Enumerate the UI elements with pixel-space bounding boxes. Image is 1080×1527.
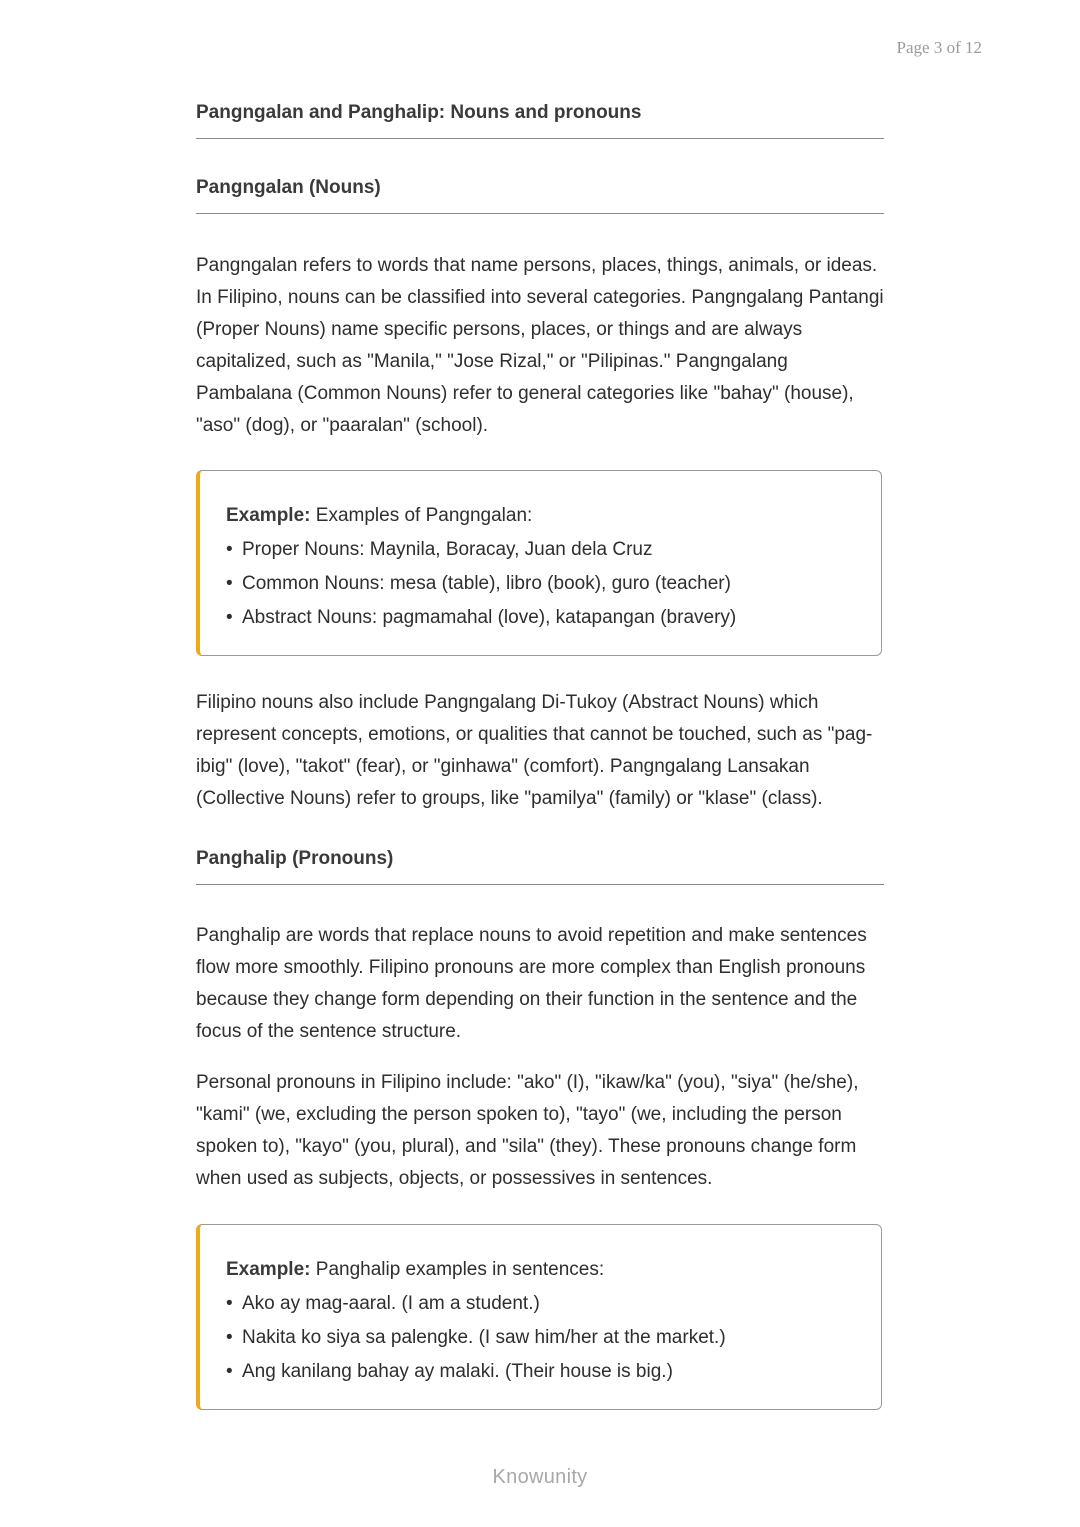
pronouns-paragraph-2: Personal pronouns in Filipino include: "ako" (I), "ikaw/ka" (you), "siya" (he/she), "kami" (we, excluding the person spoken to), "tayo" (we, including the person spoken to), "kayo" (you, plural), and "sila" (they). These pronouns change form when used as subjects, objects, or possessives in sentences. bbox=[196, 1072, 859, 1189]
list-item: • Nakita ko siya sa palengke. (I saw him/her at the market.) bbox=[226, 1321, 855, 1355]
bullet-icon: • bbox=[226, 1293, 233, 1314]
pronouns-paragraph-1: Panghalip are words that replace nouns to avoid repetition and make sentences flow more smoothly. Filipino pronouns are more complex than English pronouns because they change form depending on their function in the sentence and the focus of the sentence structure. bbox=[196, 925, 867, 1042]
list-item: • Ako ay mag-aaral. (I am a student.) bbox=[226, 1287, 855, 1321]
nouns-paragraph-1: Pangngalan refers to words that name persons, places, things, animals, or ideas. In Filipino, nouns can be classified into several categories. Pangngalang Pantangi (Proper Nouns) name specific persons, places, or things and are always capitalized, such as "Manila," "Jose Rizal," or "Pilipinas." Pangngalang Pambalana (Common Nouns) refer to general categories like "bahay" (house), "aso" (dog), or "paaralan" (school). bbox=[196, 255, 884, 436]
example-box-nouns bbox=[196, 470, 882, 656]
page-title: Pangngalan and Panghalip: Nouns and pronouns bbox=[196, 102, 884, 139]
example-list bbox=[226, 1287, 855, 1389]
nouns-paragraph-2: Filipino nouns also include Pangngalang Di-Tukoy (Abstract Nouns) which represent concepts, emotions, or qualities that cannot be touched, such as "pag-ibig" (love), "takot" (fear), or "ginhawa" (comfort). Pangngalang Lansakan (Collective Nouns) refer to groups, like "pamilya" (family) or "klase" (class). bbox=[196, 692, 873, 809]
footer-brand: Knowunity bbox=[492, 1466, 588, 1488]
example-box-pronouns bbox=[196, 1224, 882, 1410]
list-item: • Ang kanilang bahay ay malaki. (Their house is big.) bbox=[226, 1355, 855, 1389]
bullet-icon: • bbox=[226, 607, 233, 628]
list-item: • Abstract Nouns: pagmamahal (love), katapangan (bravery) bbox=[226, 601, 855, 635]
example-label: Example: bbox=[226, 1259, 311, 1280]
example-intro bbox=[226, 1253, 855, 1287]
bullet-icon: • bbox=[226, 539, 233, 560]
list-item: • Common Nouns: mesa (table), libro (book), guro (teacher) bbox=[226, 567, 855, 601]
example-label: Example: bbox=[226, 505, 311, 526]
example-list bbox=[226, 533, 855, 635]
example-intro-text: Panghalip examples in sentences: bbox=[315, 1259, 605, 1280]
bullet-icon: • bbox=[226, 573, 233, 594]
section-heading-nouns: Pangngalan (Nouns) bbox=[196, 177, 884, 214]
section-heading-pronouns: Panghalip (Pronouns) bbox=[196, 848, 884, 885]
list-item: • Proper Nouns: Maynila, Boracay, Juan dela Cruz bbox=[226, 533, 855, 567]
bullet-icon: • bbox=[226, 1327, 233, 1348]
example-intro-text: Examples of Pangngalan: bbox=[315, 505, 533, 526]
page-number: Page 3 of 12 bbox=[896, 38, 982, 57]
example-intro bbox=[226, 499, 855, 533]
bullet-icon: • bbox=[226, 1361, 233, 1382]
